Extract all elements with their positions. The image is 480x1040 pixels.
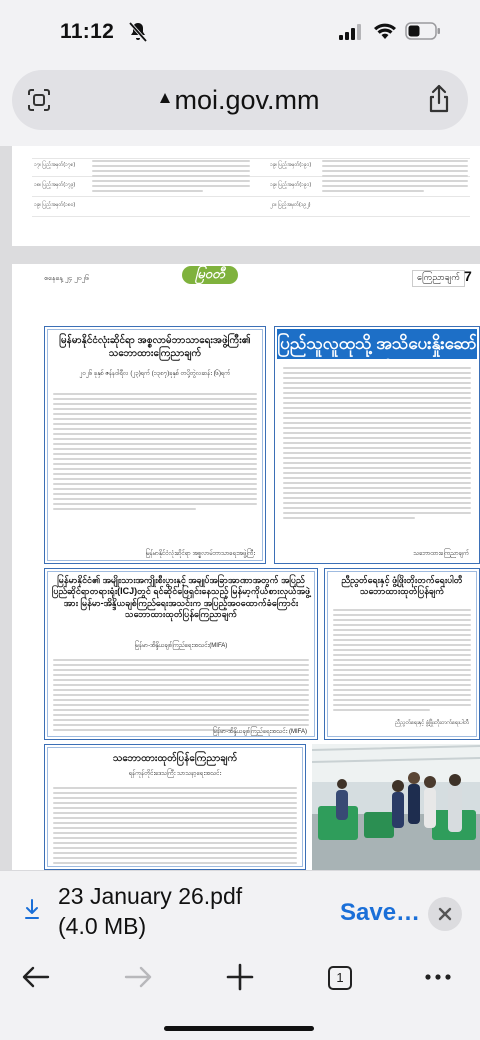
share-icon[interactable] [426, 84, 452, 114]
save-button[interactable]: Save… [340, 899, 421, 926]
pdf-viewer[interactable] [0, 146, 480, 870]
tab-switcher-button[interactable]: 1 [328, 966, 352, 990]
pdf-page-2 [12, 264, 480, 870]
text-lines [322, 160, 468, 195]
box-title: သဘောထားထုတ်ပြန်ကြေညာချက် [112, 753, 238, 764]
table-row-divider [32, 158, 470, 159]
box-signature: ညီညွတ်ရေးနှင့် ဖွံ့ဖြိုးတိုးတက်ရေးပါတီ [394, 720, 469, 726]
browser-address-area [0, 62, 480, 146]
box-signature: သဘောထားကြေညာချက် [413, 551, 469, 557]
cellular-signal-icon [339, 24, 363, 40]
box-title: ညီညွတ်ရေးနှင့် ဖွံ့ဖြိုးတိုးတက်ရေးပါတီ သဘောထားထုတ်ပြန်ချက် [341, 575, 463, 597]
newspaper-logo [182, 264, 238, 286]
download-file-size: (4.0 MB) [58, 913, 147, 939]
text-lines [92, 160, 250, 195]
wifi-icon [373, 22, 397, 40]
table-row-divider [32, 196, 470, 197]
text-lines [283, 367, 471, 522]
news-photo-illustration [312, 744, 480, 870]
box-title: မြန်မာနိုင်ငံလုံးဆိုင်ရာ အစ္စလာမ်ဘာသာရေးအဖွဲ့ကြီး၏ သဘောထားကြေညာချက် [59, 335, 251, 359]
table-cell: ၁၉။ ပြည့်အမှတ်(၁၉၁) [270, 182, 312, 188]
table-cell: ၂၁။ ပြည့်အမှတ်(၁၉၂) [270, 202, 311, 208]
clock: 11:12 [60, 20, 115, 43]
box-subtitle: ရန်ကုန်တိုင်းဒေသကြီး သာသနာ့ရေးအသင်း [128, 771, 222, 777]
box-subtitle: ၂၀၂၆ ခုနှစ် ဇန်နဝါရီလ (၂၃)ရက် (၁၃၈၇)ခုနှစ် တပို့တွဲလဆန်း (၆)ရက် [79, 371, 231, 377]
page-header-date: စနေနေ့ ၂၄ ၂၀၂၆ [44, 275, 89, 282]
close-icon [428, 897, 462, 931]
download-file-name: 23 January 26.pdf [58, 883, 243, 909]
text-lines [53, 787, 297, 867]
status-bar [0, 0, 480, 62]
box-signature: မြန်မာ-အိန္ဒိယချစ်ကြည်ရေးအသင်း (MIFA) [212, 729, 307, 735]
download-icon [24, 899, 40, 919]
logo-text: မြဝတီ [195, 266, 225, 281]
table-cell: ၁၉။ ပြည့်အမှတ်(၁၉၁) [270, 162, 312, 168]
lock-icon [160, 93, 170, 105]
battery-icon [405, 22, 441, 40]
news-photo [312, 744, 480, 870]
close-download-button[interactable] [428, 897, 462, 931]
table-cell: ၁၉။ ပြည့်အမှတ်(၁၈၀) [34, 202, 76, 208]
muted-bell-icon [126, 20, 150, 44]
box-subtitle: မြန်မာ-အိန္ဒိယချစ်ကြည်ရေးအသင်း(MIFA) [134, 643, 228, 649]
pdf-page-1 [12, 146, 480, 246]
text-lines [53, 659, 309, 734]
table-cell: ၁၇။ ပြည့်အမှတ်(၁၇၈) [34, 162, 76, 168]
announcement-box-public-notice [274, 326, 480, 564]
box-signature: မြန်မာနိုင်ငံလုံးဆိုင်ရာ အစ္စလာမ်ဘာသာရေးအဖွဲ့ကြီး [145, 551, 255, 557]
new-tab-plus-icon[interactable] [222, 962, 258, 992]
page-section-label: ကြေညာချက် [412, 270, 465, 287]
text-lines [333, 609, 471, 714]
table-cell: ၁၈။ ပြည့်အမှတ်(၁၇၉) [34, 182, 76, 188]
url-display[interactable] [12, 70, 468, 130]
download-bar [0, 870, 480, 946]
back-arrow-icon[interactable] [18, 962, 54, 992]
address-bar[interactable] [12, 70, 468, 130]
forward-arrow-icon[interactable] [120, 962, 156, 992]
table-row-divider [32, 216, 470, 217]
home-indicator [164, 1026, 314, 1031]
announcement-box-udp [324, 568, 480, 740]
browser-toolbar [0, 946, 480, 1040]
announcement-box-statement [44, 744, 306, 870]
box-title: ပြည်သူလူထုသို့ အသိပေးနှိုးဆော် [277, 334, 477, 353]
announcement-box-mifa [44, 568, 318, 740]
box-title: မြန်မာနိုင်ငံ၏ အမျိုးသားအကျိုးစီးပွားနှင့် အချုပ်အခြာအာဏာအတွက် အပြည်ပြည်ဆိုင်ရာတရားရုံး(ICJ)တွင် ရင်ဆိုင်ဖြေရှင်းနေသည့် မြန်မာ့ကိုယ်စားလှယ်အဖွဲ့အား မြန်မာ-အိန္ဒိယချစ်ကြည်ရေးအသင်းက အပြည့်အဝထောက်ခံကြောင်း သဘောထားထုတ်ပြန်ကြေညာချက် [51, 575, 311, 619]
url-domain: moi.gov.mm [174, 84, 320, 115]
box-title-banner [277, 329, 477, 359]
text-lines [53, 393, 257, 513]
more-menu-icon[interactable] [420, 962, 456, 992]
announcement-box-islamic-council [44, 326, 266, 564]
page-number: 7 [464, 268, 472, 284]
